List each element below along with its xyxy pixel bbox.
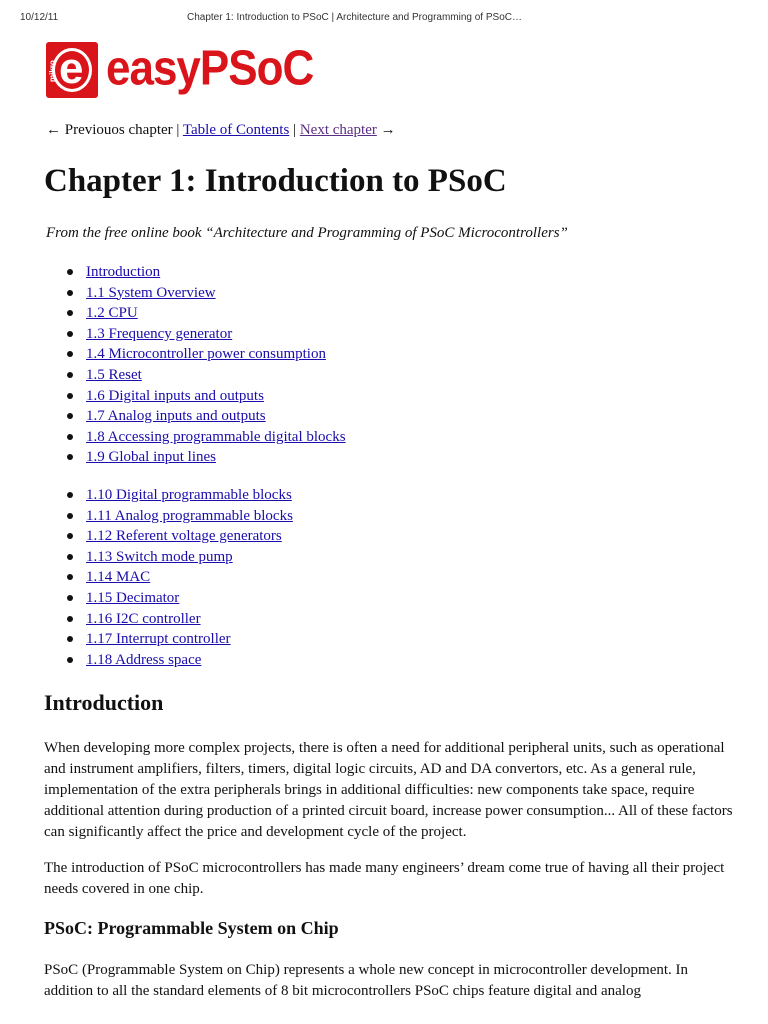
- psoc-paragraph-1: PSoC (Programmable System on Chip) represents a whole new concept in microcontroller development. In addition to all the standard elements of 8 bit microcontrollers PSoC chips feature digital and analog: [44, 962, 689, 999]
- toc-item: [86, 386, 346, 407]
- book-subtitle: From the free online book “Architecture and Programming of PSoC Microcontrollers”: [46, 225, 568, 241]
- toc-link-introduction[interactable]: Introduction: [86, 264, 161, 280]
- section-heading-introduction: Introduction: [44, 690, 164, 715]
- logo-badge-icon: [46, 42, 98, 98]
- toc-item: [86, 567, 293, 588]
- toc-link-1-14[interactable]: 1.14 MAC: [86, 569, 151, 586]
- toc-item: [86, 262, 346, 283]
- toc-item: [86, 406, 346, 427]
- logo-letter: e: [59, 44, 84, 93]
- toc-item: [86, 303, 346, 324]
- toc-link-1-11[interactable]: 1.11 Analog programmable blocks: [86, 507, 293, 524]
- print-header: [0, 0, 768, 36]
- site-logo[interactable]: [46, 42, 346, 100]
- page-title: Chapter 1: Introduction to PSoC: [44, 163, 507, 199]
- toc-item: [86, 344, 346, 365]
- toc-list-secondary: [86, 485, 293, 670]
- toc-link-1-9[interactable]: 1.9 Global input lines: [86, 449, 216, 466]
- toc-item: [86, 526, 293, 547]
- toc-item: [86, 650, 293, 671]
- prev-chapter-label: ← Previouos chapter |: [46, 122, 180, 138]
- nav-separator: |: [293, 122, 297, 138]
- intro-paragraph-1: When developing more complex projects, there is often a need for additional peripheral units, such as operational and instrument amplifiers, filters, timers, digital logic circuits, AD and DA convertors, etc. As a general rule, implementation of the extra peripherals brings in additional difficulties: new components take space, require additional attention during production of a printed circuit board, increase power consumption... All of these factors can significantly affect the price and development cycle of the project.: [44, 740, 733, 840]
- toc-link-1-5[interactable]: 1.5 Reset: [86, 366, 142, 383]
- toc-item: [86, 324, 346, 345]
- logo-small-text: mikro: [48, 60, 57, 82]
- toc-item: [86, 629, 293, 650]
- toc-link-1-7[interactable]: 1.7 Analog inputs and outputs: [86, 408, 266, 425]
- toc-link-1-16[interactable]: 1.16 I2C controller: [86, 610, 201, 627]
- toc-link-1-3[interactable]: 1.3 Frequency generator: [86, 325, 233, 342]
- toc-link-1-12[interactable]: 1.12 Referent voltage generators: [86, 528, 282, 545]
- next-arrow-icon: →: [380, 122, 396, 138]
- toc-item: [86, 485, 293, 506]
- toc-link-1-15[interactable]: 1.15 Decimator: [86, 589, 180, 606]
- toc-item: [86, 588, 293, 609]
- toc-item: [86, 365, 346, 386]
- chapter-nav: [46, 122, 396, 139]
- toc-link-1-2[interactable]: 1.2 CPU: [86, 305, 138, 322]
- toc-link-1-1[interactable]: 1.1 System Overview: [86, 284, 216, 301]
- logo-brand-text: easyPSoC: [106, 41, 314, 96]
- section-heading-psoc: PSoC: Programmable System on Chip: [44, 918, 339, 938]
- table-of-contents-link[interactable]: Table of Contents: [182, 122, 290, 138]
- toc-link-1-17[interactable]: 1.17 Interrupt controller: [86, 631, 231, 648]
- toc-link-1-8[interactable]: 1.8 Accessing programmable digital blocks: [86, 428, 346, 445]
- toc-item: [86, 447, 346, 468]
- print-date: 10/12/11: [20, 12, 59, 23]
- intro-paragraph-2: The introduction of PSoC microcontrollers has made many engineers’ dream come true of having all their project needs covered in one chip.: [44, 860, 725, 897]
- toc-item: [86, 547, 293, 568]
- print-page-title: Chapter 1: Introduction to PSoC | Architecture and Programming of PSoC…: [187, 12, 522, 23]
- toc-item: [86, 506, 293, 527]
- toc-item: [86, 609, 293, 630]
- toc-link-1-6[interactable]: 1.6 Digital inputs and outputs: [86, 387, 264, 404]
- toc-link-1-10[interactable]: 1.10 Digital programmable blocks: [86, 487, 292, 503]
- toc-link-1-4[interactable]: 1.4 Microcontroller power consumption: [86, 346, 326, 363]
- toc-item: [86, 427, 346, 448]
- next-chapter-link[interactable]: Next chapter: [299, 122, 377, 138]
- toc-link-1-18[interactable]: 1.18 Address space: [86, 651, 202, 668]
- toc-item: [86, 283, 346, 304]
- toc-list-primary: [86, 262, 346, 468]
- toc-link-1-13[interactable]: 1.13 Switch mode pump: [86, 548, 233, 565]
